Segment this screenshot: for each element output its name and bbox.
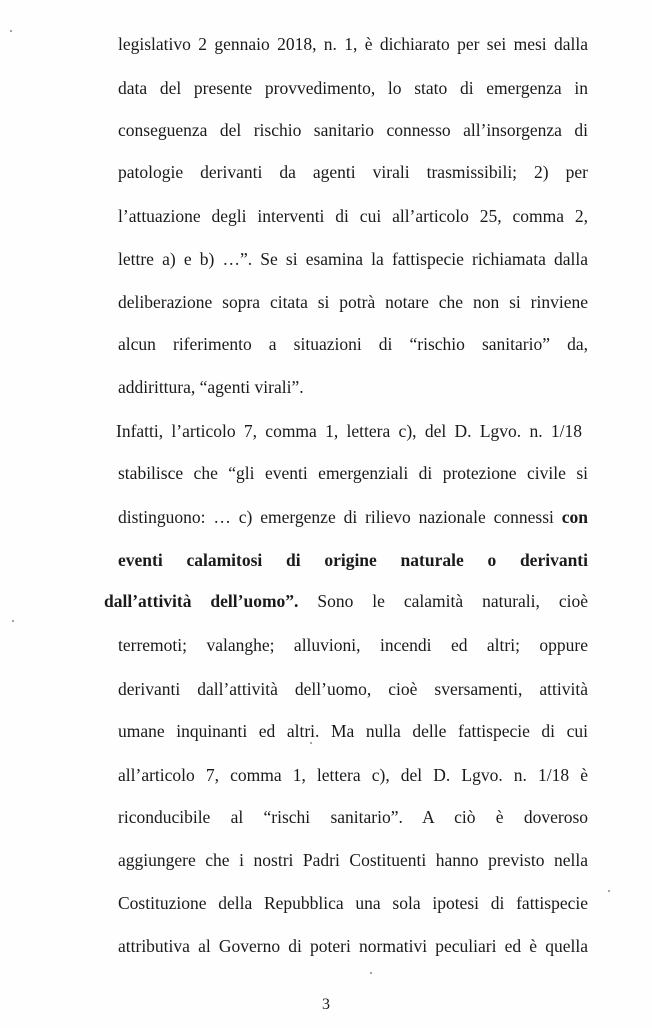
line-text-regular: Sono le calamità naturali, cioè xyxy=(298,591,588,611)
text-line-7 xyxy=(118,289,588,315)
text-line-21 xyxy=(118,890,588,916)
line-text: deliberazione sopra citata si potrà notare che non si rinviene xyxy=(118,292,588,312)
line-text: l’attuazione degli interventi di cui all’articolo 25, comma 2, xyxy=(118,206,588,226)
text-line-17 xyxy=(118,718,588,744)
line-text: stabilisce che “gli eventi emergenziali di protezione civile si xyxy=(118,463,588,483)
text-line-19 xyxy=(118,804,588,830)
text-line-11 xyxy=(118,460,588,486)
line-text: aggiungere che i nostri Padri Costituenti hanno previsto nella xyxy=(118,850,588,870)
line-text: lettre a) e b) …”. Se si esamina la fattispecie richiamata dalla xyxy=(118,249,588,269)
text-line-14 xyxy=(104,588,588,614)
line-text: data del presente provvedimento, lo stato di emergenza in xyxy=(118,78,588,98)
text-line-16 xyxy=(118,676,588,702)
line-text: derivanti dall’attività dell’uomo, cioè sversamenti, attività xyxy=(118,679,588,699)
text-line-20 xyxy=(118,847,588,873)
text-line-1 xyxy=(118,31,588,57)
text-line-12 xyxy=(118,504,588,530)
text-line-3 xyxy=(118,117,588,143)
text-line-6 xyxy=(118,246,588,272)
text-line-18 xyxy=(118,762,588,788)
line-text: patologie derivanti da agenti virali trasmissibili; 2) per xyxy=(118,162,588,182)
scan-speck xyxy=(10,30,12,32)
text-line-15 xyxy=(118,632,588,658)
text-line-22 xyxy=(118,933,588,959)
page-number: 3 xyxy=(322,996,330,1013)
line-text-bold: dall’attività dell’uomo”. xyxy=(104,591,299,611)
line-text: all’articolo 7, comma 1, lettera c), del D. Lgvo. n. 1/18 è xyxy=(118,765,588,785)
text-line-10 xyxy=(116,418,582,444)
line-text: umane inquinanti ed altri. Ma nulla delle fattispecie di cui xyxy=(118,721,588,741)
line-text: conseguenza del rischio sanitario connesso all’insorgenza di xyxy=(118,120,588,140)
scan-speck xyxy=(370,972,372,974)
scan-speck xyxy=(12,620,14,622)
line-text: Infatti, l’articolo 7, comma 1, lettera c), del D. Lgvo. n. 1/18 xyxy=(116,421,582,441)
text-line-5 xyxy=(118,203,588,229)
line-text: terremoti; valanghe; alluvioni, incendi ed altri; oppure xyxy=(118,635,588,655)
line-text: alcun riferimento a situazioni di “rischio sanitario” da, xyxy=(118,334,588,354)
text-line-13 xyxy=(118,547,588,573)
line-text-bold: con xyxy=(561,507,588,527)
scan-speck xyxy=(310,742,312,744)
line-text-bold: eventi calamitosi di origine naturale o derivanti xyxy=(118,550,588,570)
line-text: Costituzione della Repubblica una sola ipotesi di fattispecie xyxy=(118,893,588,913)
text-line-9 xyxy=(118,374,588,400)
text-line-8 xyxy=(118,331,588,357)
line-text: addirittura, “agenti virali”. xyxy=(118,377,304,397)
line-text: riconducibile al “rischi sanitario”. A ciò è doveroso xyxy=(118,807,588,827)
line-text: legislativo 2 gennaio 2018, n. 1, è dichiarato per sei mesi dalla xyxy=(118,34,588,54)
line-text: attributiva al Governo di poteri normativi peculiari ed è quella xyxy=(118,936,588,956)
scan-speck xyxy=(608,890,610,892)
line-text-regular: distinguono: … c) emergenze di rilievo nazionale connessi xyxy=(118,507,562,527)
text-line-2 xyxy=(118,75,588,101)
text-line-4 xyxy=(118,159,588,185)
